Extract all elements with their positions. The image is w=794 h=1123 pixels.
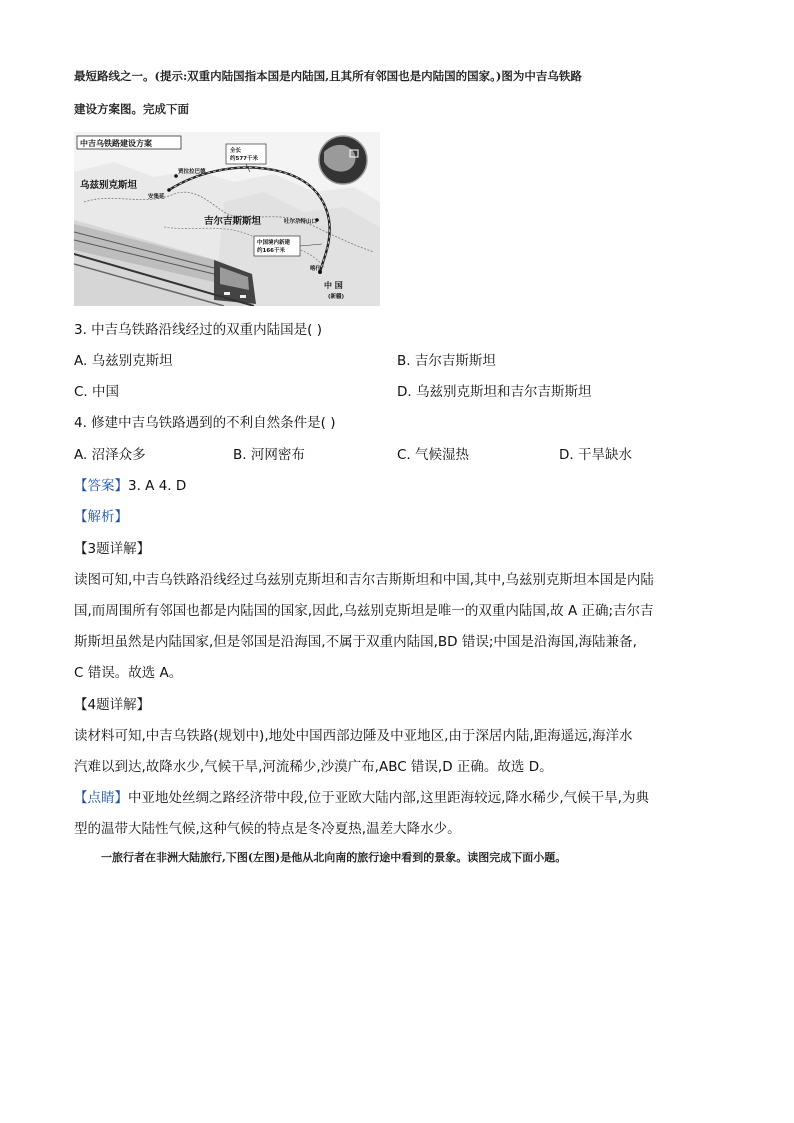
detail3-line-1: 读图可知,中吉乌铁路沿线经过乌兹别克斯坦和吉尔吉斯斯坦和中国,其中,乌兹别克斯坦本国是内陆: [74, 572, 654, 588]
map-title: 中吉乌铁路建设方案: [80, 139, 152, 148]
detail4-label: 【4题详解】: [74, 697, 151, 713]
q3-stem: 3. 中吉乌铁路沿线经过的双重内陆国是( ): [74, 322, 322, 338]
q4-option-a: A. 沼泽众多: [74, 447, 146, 463]
q3-option-d: D. 乌兹别克斯坦和吉尔吉斯斯坦: [397, 384, 592, 400]
detail3-label: 【3题详解】: [74, 541, 151, 557]
q4-stem: 4. 修建中吉乌铁路遇到的不利自然条件是( ): [74, 415, 336, 431]
tip-line-1: [74, 786, 649, 806]
callout-total-2: 约577千米: [230, 156, 258, 162]
railway-map-figure: [74, 132, 380, 306]
q3-option-a: A. 乌兹别克斯坦: [74, 353, 173, 369]
tip-text-1: 中亚地处丝绸之路经济带中段,位于亚欧大陆内部,这里距海较远,降水稀少,气候干旱,为典: [128, 790, 649, 806]
tip-label: 【点睛】: [74, 790, 128, 806]
label-kyrgyzstan: 吉尔吉斯斯坦: [204, 216, 262, 227]
label-andijan: 安集延: [148, 194, 165, 200]
detail3-line-3: 斯斯坦虽然是内陆国家,但是邻国是沿海国,不属于双重内陆国,BD 错误;中国是沿海国,海陆兼备,: [74, 634, 637, 650]
tip-line-2: 型的温带大陆性气候,这种气候的特点是冬冷夏热,温差大降水少。: [74, 821, 461, 837]
label-uzbekistan: 乌兹别克斯坦: [80, 180, 138, 191]
callout-china-1: 中国境内新建: [257, 240, 291, 246]
railway-map-svg: [74, 132, 380, 306]
label-jalalabad: 贾拉拉巴德: [178, 169, 206, 175]
detail4-line-1: 读材料可知,中吉乌铁路(规划中),地处中国西部边陲及中亚地区,由于深居内陆,距海遥远,海洋水: [74, 728, 633, 744]
analysis-label: 【解析】: [74, 509, 128, 525]
q4-option-b: B. 河网密布: [233, 447, 305, 463]
answer-text: 3. A 4. D: [128, 478, 187, 494]
label-xinjiang: (新疆): [328, 294, 345, 300]
answer-label: 【答案】: [74, 478, 128, 494]
q3-option-c: C. 中国: [74, 384, 120, 400]
detail3-line-4: C 错误。故选 A。: [74, 665, 183, 681]
detail3-line-2: 国,而周围所有邻国也都是内陆国的国家,因此,乌兹别克斯坦是唯一的双重内陆国,故 A 正确;吉尔吉: [74, 603, 654, 619]
label-torugart: 吐尔尕特山口: [284, 219, 318, 225]
q4-option-c: C. 气候湿热: [397, 447, 470, 463]
q3-option-b: B. 吉尔吉斯斯坦: [397, 353, 496, 369]
next-section-intro: 一旅行者在非洲大陆旅行,下图(左图)是他从北向南的旅行途中看到的景象。读图完成下面小题。: [101, 851, 567, 864]
detail4-line-2: 汽难以到达,故降水少,气候干旱,河流稀少,沙漠广布,ABC 错误,D 正确。故选 D。: [74, 759, 553, 775]
label-kashgar: 喀什: [310, 266, 322, 272]
intro-line-1: 最短路线之一。(提示:双重内陆国指本国是内陆国,且其所有邻国也是内陆国的国家。)图为中吉乌铁路: [74, 69, 582, 83]
callout-china-2: 约166千米: [257, 248, 285, 254]
answer-line: [74, 474, 186, 494]
label-china: 中 国: [324, 281, 343, 290]
callout-total-1: 全长: [230, 148, 242, 154]
q4-option-d: D. 干旱缺水: [559, 447, 632, 463]
intro-line-2: 建设方案图。完成下面: [74, 102, 189, 116]
